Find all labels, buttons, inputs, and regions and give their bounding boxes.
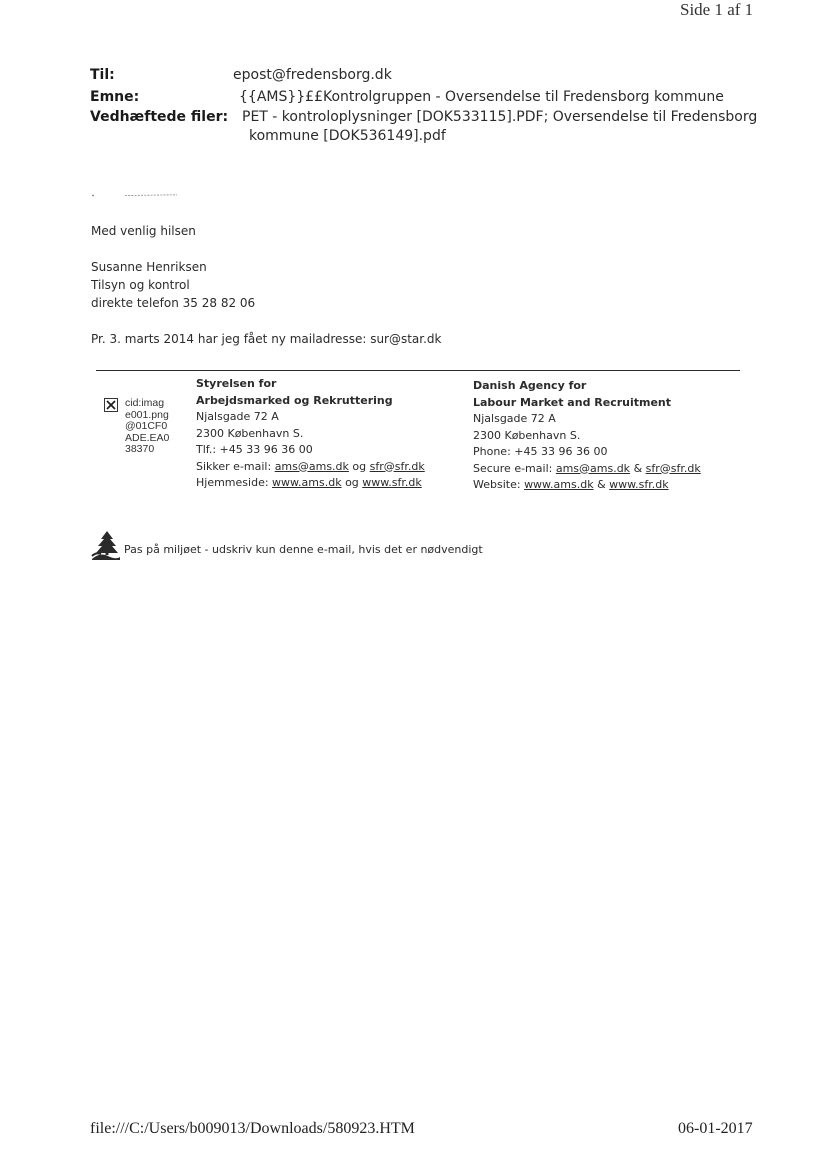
footer-date: 06-01-2017 [678, 1120, 753, 1137]
attachments-line-2: kommune [DOK536149].pdf [249, 128, 446, 144]
email-line-en: Secure e-mail: ams@ams.dk & sfr@sfr.dk [473, 461, 701, 475]
scan-smudge [91, 193, 181, 197]
website-link-sfr[interactable]: www.sfr.dk [362, 476, 422, 489]
signature-divider [96, 370, 740, 371]
website-link-sfr-en[interactable]: www.sfr.dk [609, 478, 669, 491]
subject-value: {{AMS}}££Kontrolgruppen - Oversendelse til Fredensborg kommune [239, 89, 724, 105]
email-link-ams[interactable]: ams@ams.dk [274, 459, 349, 473]
website-line: Hjemmeside: www.ams.dk og www.sfr.dk [196, 476, 422, 489]
tree-icon [90, 530, 120, 560]
sender-name: Susanne Henriksen [91, 260, 207, 274]
to-value: epost@fredensborg.dk [233, 67, 392, 83]
phone-number: Tlf.: +45 33 96 36 00 [196, 443, 313, 456]
attachments-label: Vedhæftede filer: [90, 109, 229, 125]
signature-danish [196, 376, 425, 492]
greeting: Med venlig hilsen [91, 224, 196, 238]
website-link-ams-en[interactable]: www.ams.dk [524, 478, 594, 491]
footer-file-path: file:///C:/Users/b009013/Downloads/580923.HTM [90, 1120, 415, 1137]
city-address-en: 2300 København S. [473, 428, 581, 442]
attachments-line-1: PET - kontroloplysninger [DOK533115].PDF; Oversendelse til Fredensborg [242, 109, 758, 125]
agency-name-line-1-en: Danish Agency for [473, 379, 587, 392]
website-line-en: Website: www.ams.dk & www.sfr.dk [473, 478, 669, 491]
signature-english [473, 378, 701, 494]
sender-department: Tilsyn og kontrol [91, 278, 190, 292]
phone-number-en: Phone: +45 33 96 36 00 [473, 445, 608, 458]
broken-image-alt-text: cid:imag e001.png @01CF0 ADE.EA0 38370 [125, 397, 170, 455]
city-address: 2300 København S. [196, 426, 304, 440]
to-label: Til: [90, 67, 115, 83]
subject-label: Emne: [90, 89, 140, 105]
street-address-en: Njalsgade 72 A [473, 412, 556, 425]
website-link-ams[interactable]: www.ams.dk [272, 476, 342, 489]
sender-phone: direkte telefon 35 28 82 06 [91, 296, 256, 310]
email-link-sfr-en[interactable]: sfr@sfr.dk [645, 461, 701, 475]
eco-notice: Pas på miljøet - udskriv kun denne e-mail, hvis det er nødvendigt [124, 543, 483, 556]
agency-name-line-1: Styrelsen for [196, 377, 277, 390]
email-line: Sikker e-mail: ams@ams.dk og sfr@sfr.dk [196, 459, 425, 473]
email-link-sfr[interactable]: sfr@sfr.dk [369, 459, 425, 473]
broken-image-icon [104, 398, 118, 412]
agency-name-line-2: Arbejdsmarked og Rekruttering [196, 393, 393, 407]
email-link-ams-en[interactable]: ams@ams.dk [555, 461, 631, 475]
new-email-notice: Pr. 3. marts 2014 har jeg fået ny mailadresse: sur@star.dk [91, 332, 442, 346]
street-address: Njalsgade 72 A [196, 410, 279, 423]
page-number: Side 1 af 1 [680, 0, 754, 19]
agency-name-line-2-en: Labour Market and Recruitment [473, 395, 672, 409]
